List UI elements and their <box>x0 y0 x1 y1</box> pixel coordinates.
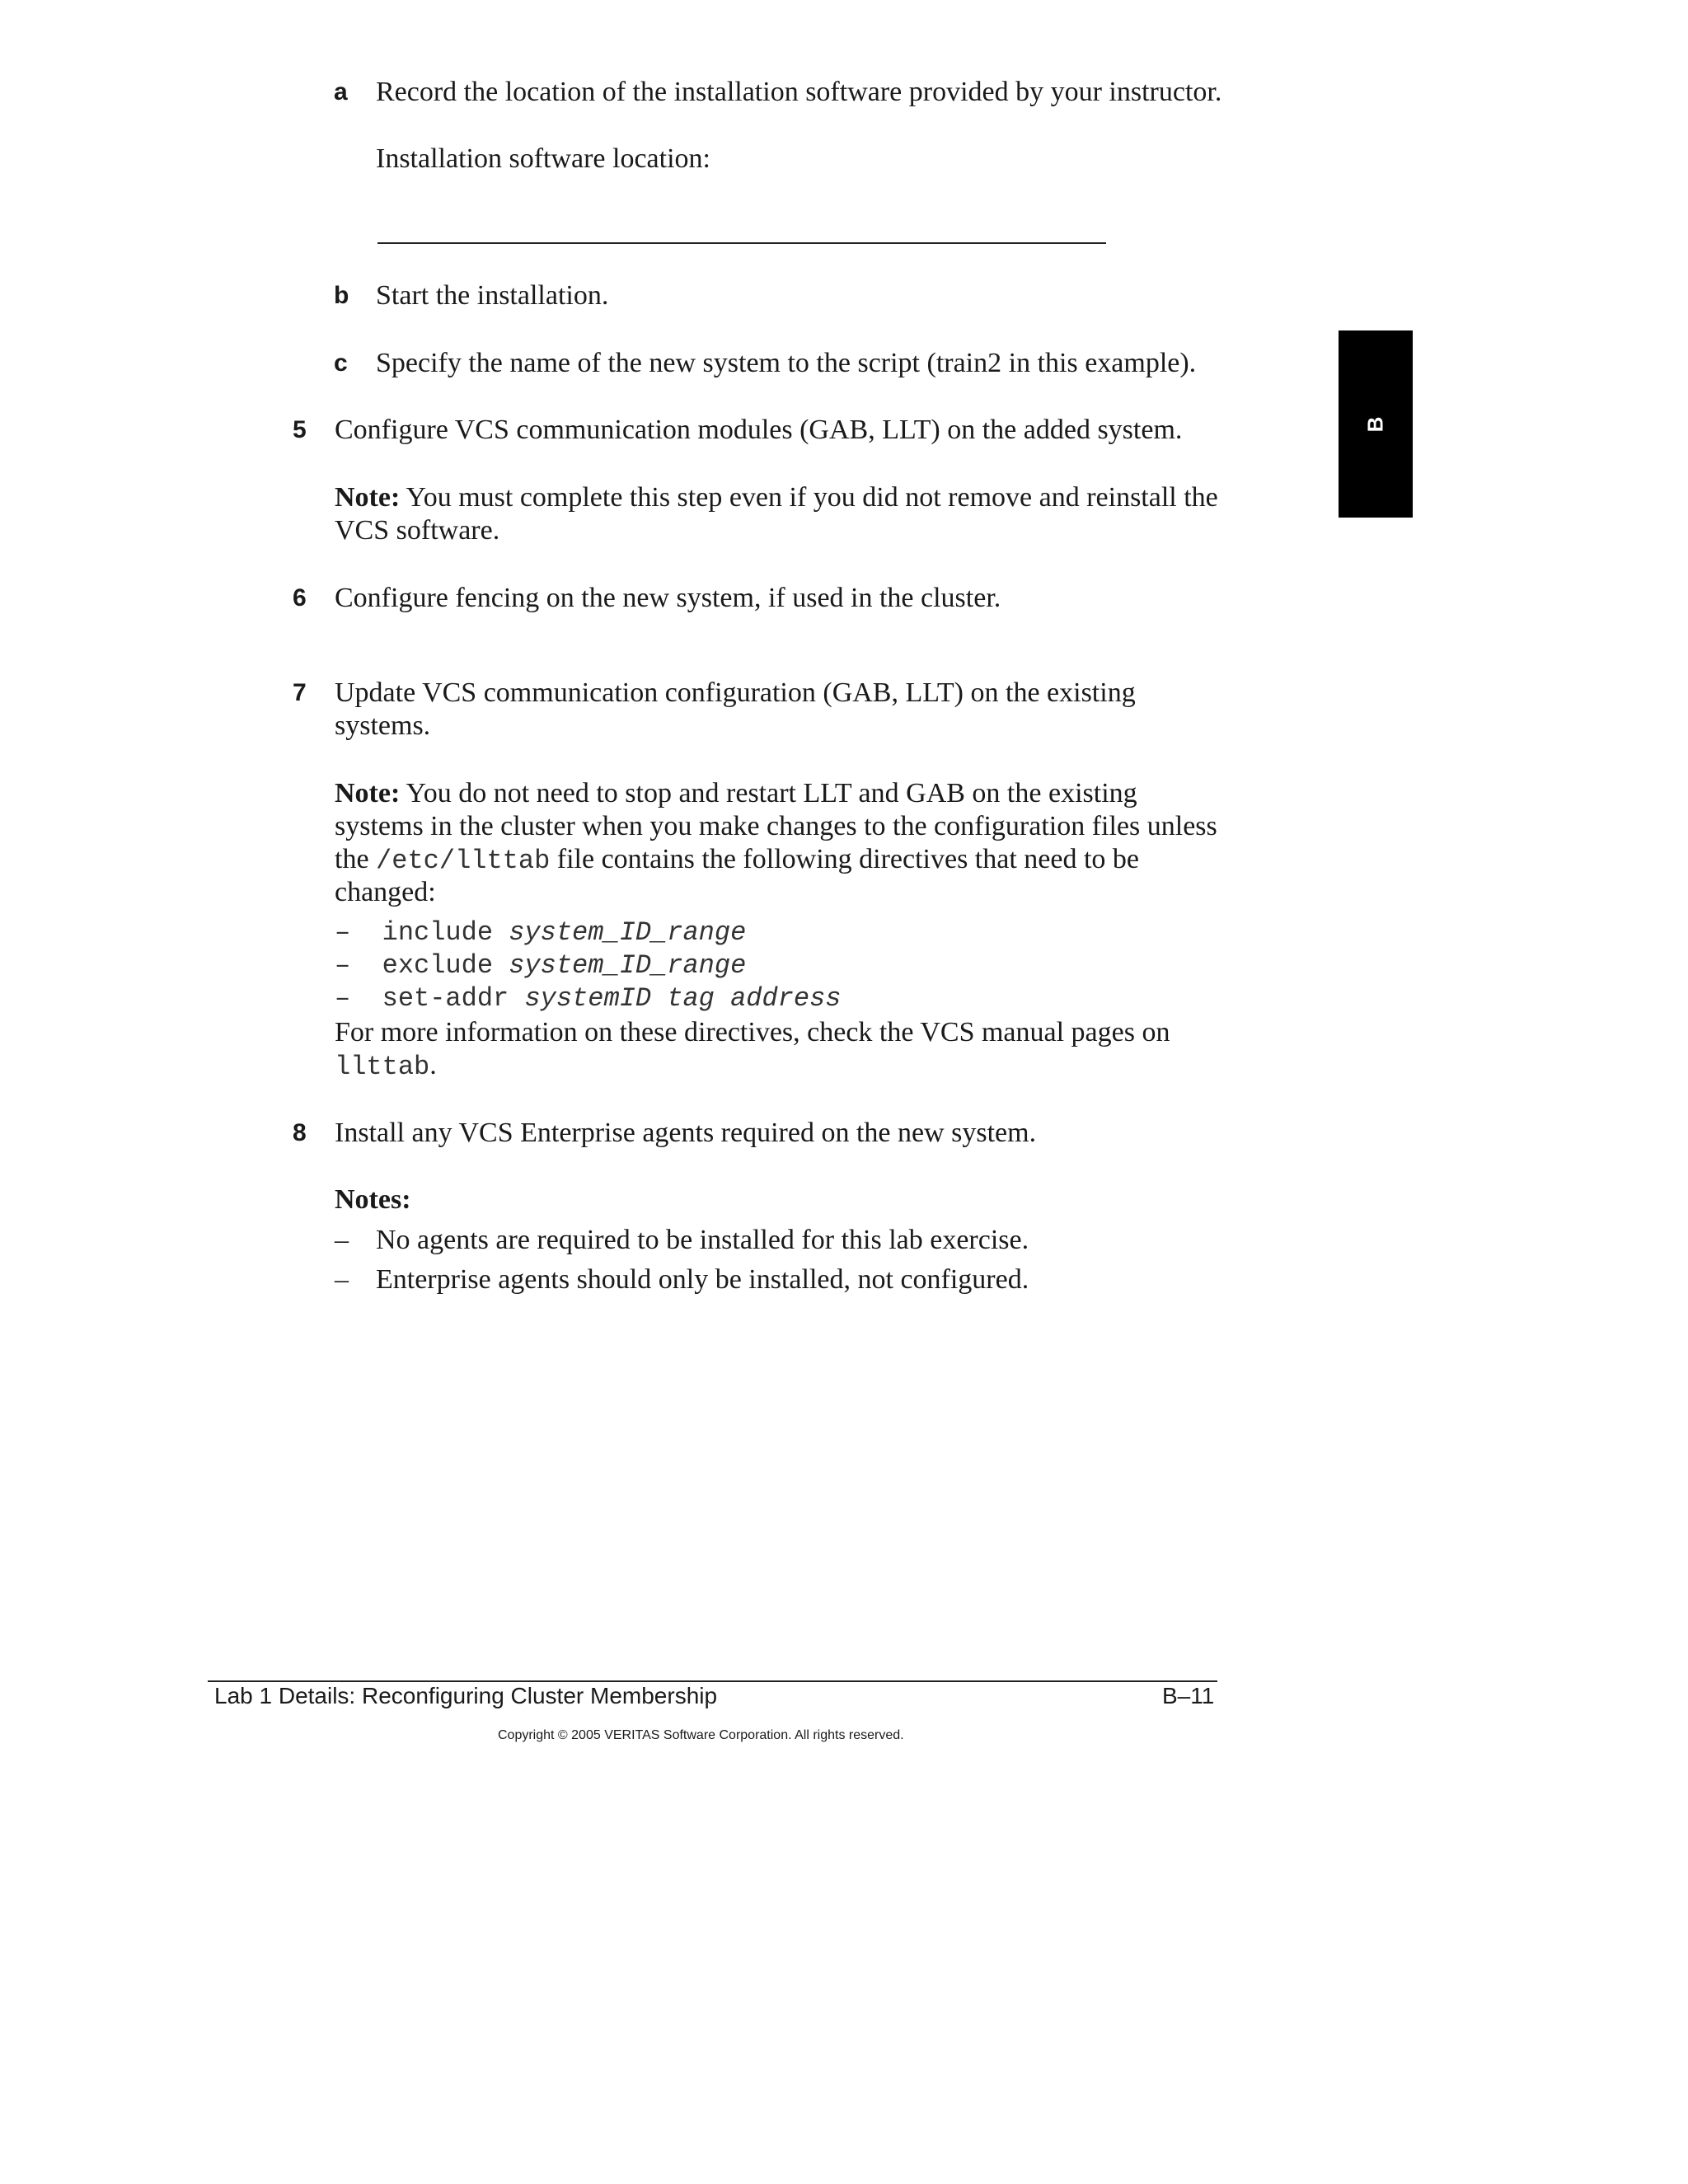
installation-location-label: Installation software location: <box>376 143 710 174</box>
step-5-note-text: You must complete this step even if you did not remove and reinstall the <box>406 482 1218 513</box>
copyright-notice: Copyright © 2005 VERITAS Software Corporation. All rights reserved. <box>498 1728 904 1742</box>
page-number: B–11 <box>1162 1683 1215 1708</box>
directive-set-addr <box>335 982 842 1015</box>
note-line3-pre: the <box>335 844 369 874</box>
step-7-more-info: For more information on these directives, check the VCS manual pages on <box>335 1017 1170 1047</box>
step-6-number: 6 <box>293 584 307 612</box>
step-7-text-line2: systems. <box>335 710 431 741</box>
step-a-label: a <box>334 78 348 105</box>
directive-argument: systemID tag address <box>524 983 842 1014</box>
step-5-number: 5 <box>293 416 307 443</box>
note-bold-label: Note: <box>335 778 401 808</box>
directive-command: set-addr <box>382 983 509 1014</box>
step-8-note-1: No agents are required to be installed for this lab exercise. <box>376 1225 1029 1255</box>
step-5-text: Configure VCS communication modules (GAB, LLT) on the added system. <box>335 415 1183 445</box>
step-7-text-line1: Update VCS communication configuration (GAB, LLT) on the existing <box>335 677 1136 708</box>
note-bold-label: Note: <box>335 482 401 513</box>
directive-exclude <box>335 949 746 982</box>
step-b-text: Start the installation. <box>376 280 609 311</box>
llttab-path: /etc/llttab <box>376 846 551 876</box>
step-7-more-info-line2 <box>335 1049 437 1084</box>
step-b-label: b <box>334 282 349 309</box>
appendix-side-tab <box>1339 330 1413 518</box>
step-6-text: Configure fencing on the new system, if used in the cluster. <box>335 583 1001 613</box>
step-5-note-line1 <box>335 481 1218 514</box>
step-7-note-line3 <box>335 843 1139 878</box>
step-c-label: c <box>334 349 348 377</box>
step-a-text: Record the location of the installation software provided by your instructor. <box>376 77 1222 107</box>
directive-dash: – <box>335 983 351 1014</box>
period: . <box>429 1050 437 1080</box>
appendix-side-tab-label: B <box>1362 416 1388 432</box>
step-5-note-line2: VCS software. <box>335 515 500 546</box>
footer-title: Lab 1 Details: Reconfiguring Cluster Membership <box>214 1683 718 1708</box>
step-8-notes-heading: Notes: <box>335 1184 411 1215</box>
directive-argument: system_ID_range <box>509 950 747 981</box>
directive-command: exclude <box>382 950 494 981</box>
directive-dash: – <box>335 917 351 948</box>
step-8-text: Install any VCS Enterprise agents required on the new system. <box>335 1118 1037 1148</box>
step-c-text: Specify the name of the new system to the script (train2 in this example). <box>376 348 1197 378</box>
step-7-note-line2: systems in the cluster when you make changes to the configuration files unless <box>335 811 1217 841</box>
directive-command: include <box>382 917 494 948</box>
step-7-number: 7 <box>293 679 307 706</box>
step-8-number: 8 <box>293 1119 307 1146</box>
directive-argument: system_ID_range <box>509 917 747 948</box>
step-8-note-1-dash: – <box>335 1225 349 1255</box>
installation-location-blank <box>377 242 1106 244</box>
step-7-note-text: You do not need to stop and restart LLT and GAB on the existing <box>406 778 1137 808</box>
directive-include <box>335 916 746 949</box>
llttab-manpage: llttab <box>335 1052 430 1082</box>
directive-dash: – <box>335 950 351 981</box>
step-8-note-2-dash: – <box>335 1264 349 1295</box>
note-line3-post: file contains the following directives that need to be <box>556 844 1140 874</box>
step-7-note-line4: changed: <box>335 877 436 907</box>
step-7-note-line1 <box>335 777 1137 810</box>
step-8-note-2: Enterprise agents should only be installed, not configured. <box>376 1264 1029 1295</box>
